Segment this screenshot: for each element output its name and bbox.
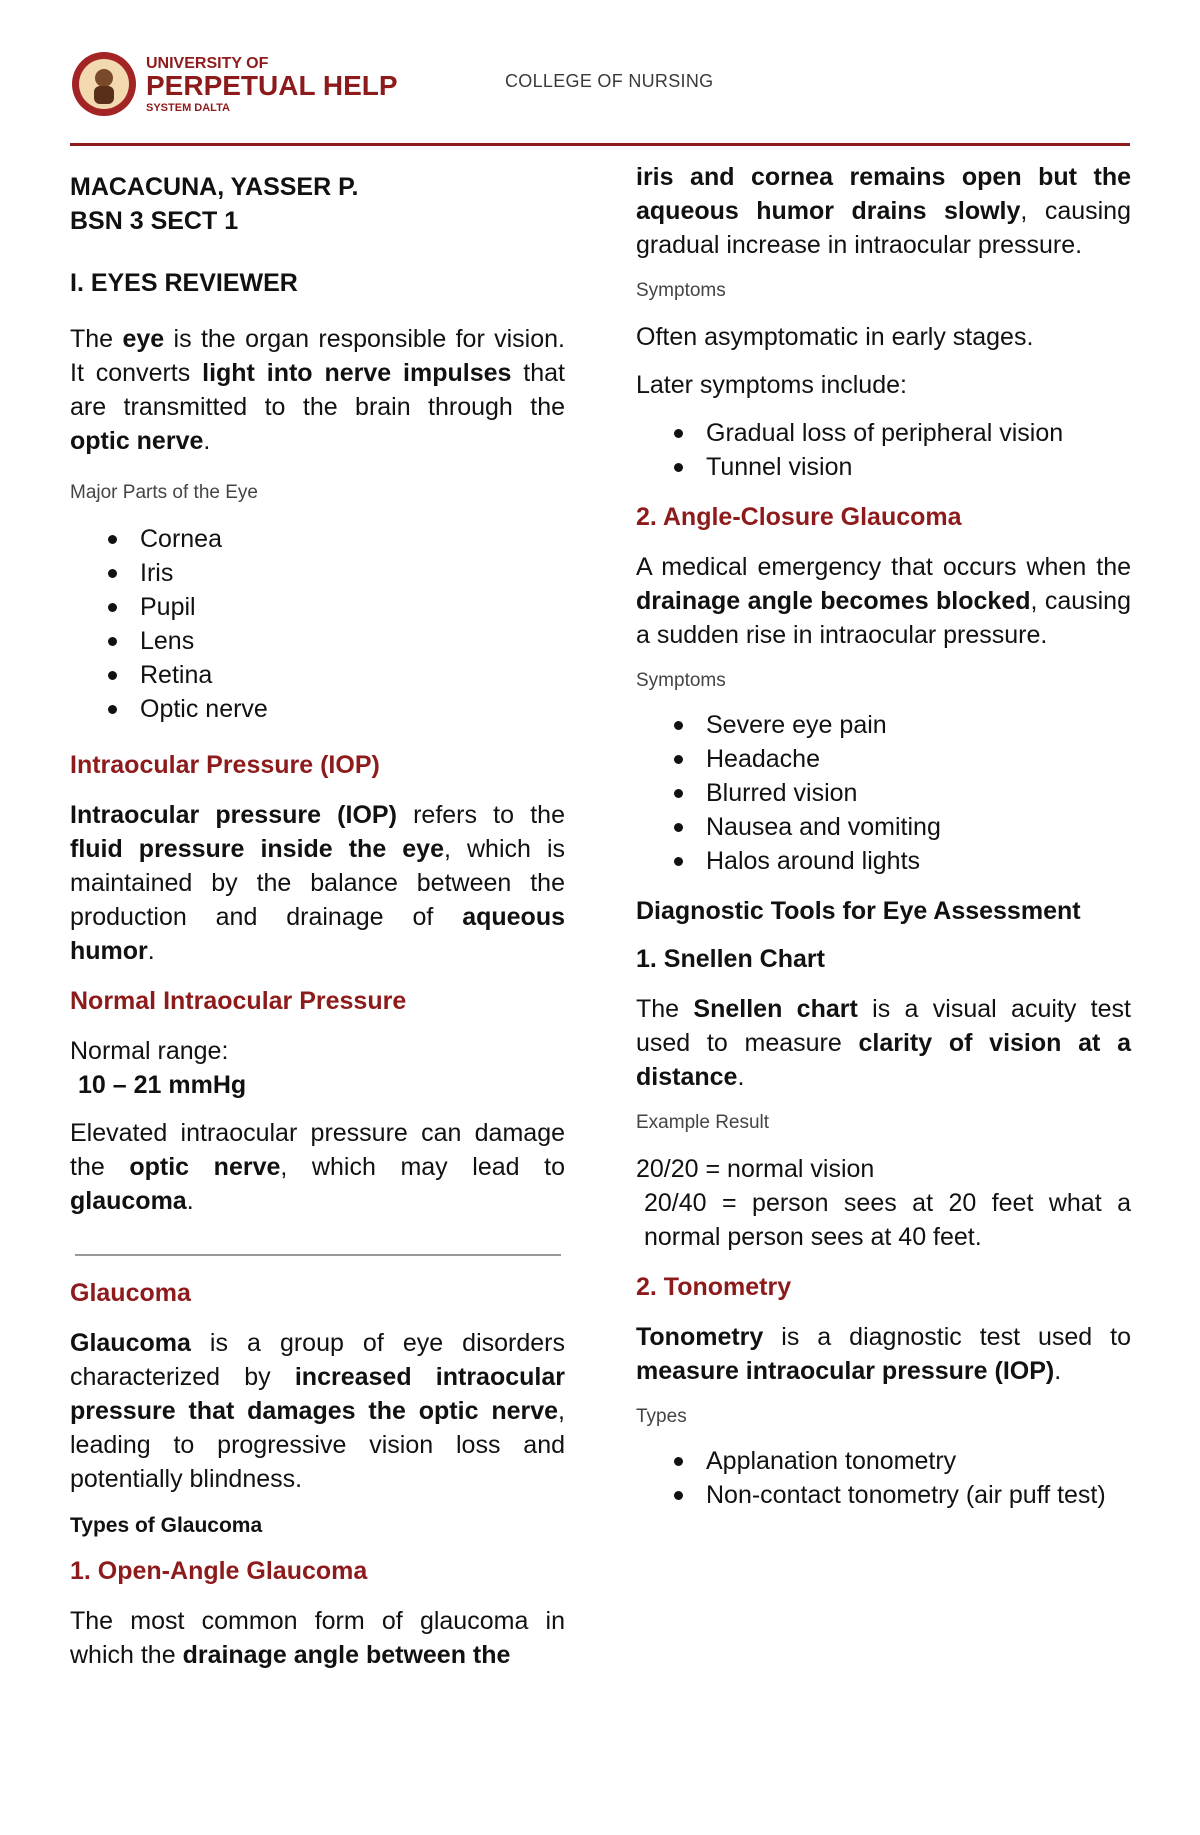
list-item: Nausea and vomiting [706, 810, 1131, 844]
college-name: COLLEGE OF NURSING [505, 71, 714, 91]
iop-heading: Intraocular Pressure (IOP) [70, 751, 380, 779]
page-header [0, 0, 1200, 150]
reviewer-title: I. EYES REVIEWER [70, 269, 298, 297]
student-name: MACACUNA, YASSER P. [70, 173, 359, 201]
university-line3: SYSTEM DALTA [146, 102, 230, 114]
list-item: Lens [140, 624, 565, 658]
normal-range-value: 10 – 21 mmHg [78, 1071, 247, 1099]
result-normal: 20/20 = normal vision [636, 1155, 875, 1183]
eye-intro: The eye is the organ responsible for vision. It converts light into nerve impulses that are transmitted to the brain through the optic nerve. [70, 325, 565, 455]
list-item: Iris [140, 556, 565, 590]
list-item: Headache [706, 742, 1131, 776]
tonometry-text: Tonometry is a diagnostic test used to measure intraocular pressure (IOP). [636, 1323, 1131, 1385]
elevated-text: Elevated intraocular pressure can damage the optic nerve, which may lead to glaucoma. [70, 1119, 565, 1215]
list-item: Retina [140, 658, 565, 692]
open-angle-continued: iris and cornea remains open but the aqueous humor drains slowly, causing gradual increase in intraocular pressure. [636, 163, 1131, 259]
left-column [70, 160, 565, 1672]
normal-iop-heading: Normal Intraocular Pressure [70, 987, 407, 1015]
student-section: BSN 3 SECT 1 [70, 207, 239, 235]
snellen-heading: 1. Snellen Chart [636, 945, 825, 973]
iop-text: Intraocular pressure (IOP) refers to the fluid pressure inside the eye, which is maintained by the balance between the production and drainage of aqueous humor. [70, 801, 565, 965]
list-item: Pupil [140, 590, 565, 624]
university-line1: UNIVERSITY OF [146, 55, 269, 72]
result-20-40: 20/40 = person sees at 20 feet what a normal person sees at 40 feet. [644, 1189, 1131, 1251]
glaucoma-heading: Glaucoma [70, 1279, 191, 1307]
early-stage-text: Often asymptomatic in early stages. [636, 323, 1034, 351]
tonometry-types-list [636, 1444, 1131, 1512]
example-result-label: Example Result [636, 1112, 770, 1133]
eye-parts-list [70, 522, 565, 726]
list-item: Blurred vision [706, 776, 1131, 810]
tonometry-heading: 2. Tonometry [636, 1273, 792, 1301]
angle-closure-text: A medical emergency that occurs when the drainage angle becomes blocked, causing a sudden rise in intraocular pressure. [636, 553, 1131, 649]
list-item: Gradual loss of peripheral vision [706, 416, 1131, 450]
symptoms-label: Symptoms [636, 280, 726, 301]
diagnostic-tools-heading: Diagnostic Tools for Eye Assessment [636, 897, 1081, 925]
list-item: Halos around lights [706, 844, 1131, 878]
later-symptoms-text: Later symptoms include: [636, 371, 907, 399]
open-angle-text: The most common form of glaucoma in which the drainage angle between the [70, 1607, 565, 1669]
university-logo [70, 48, 398, 120]
open-angle-heading: 1. Open-Angle Glaucoma [70, 1557, 368, 1585]
list-item: Tunnel vision [706, 450, 1131, 484]
snellen-text: The Snellen chart is a visual acuity test used to measure clarity of vision at a distance. [636, 995, 1131, 1091]
closure-symptoms-label: Symptoms [636, 670, 726, 691]
normal-range-label: Normal range: [70, 1037, 229, 1065]
glaucoma-text: Glaucoma is a group of eye disorders characterized by increased intraocular pressure that damages the optic nerve, leading to progressive vision loss and potentially blindness. [70, 1329, 565, 1493]
list-item: Cornea [140, 522, 565, 556]
glaucoma-types-label: Types of Glaucoma [70, 1514, 263, 1537]
list-item: Non-contact tonometry (air puff test) [706, 1478, 1131, 1512]
list-item: Applanation tonometry [706, 1444, 1131, 1478]
angle-closure-heading: 2. Angle-Closure Glaucoma [636, 503, 962, 531]
tonometry-types-label: Types [636, 1406, 687, 1427]
list-item: Optic nerve [140, 692, 565, 726]
open-angle-symptoms-list [636, 416, 1131, 484]
angle-closure-symptoms-list [636, 708, 1131, 878]
university-line2: PERPETUAL HELP [146, 70, 398, 101]
section-divider [75, 1254, 561, 1256]
right-column [636, 160, 1131, 1512]
header-divider [70, 143, 1130, 146]
list-item: Severe eye pain [706, 708, 1131, 742]
parts-label: Major Parts of the Eye [70, 482, 258, 503]
